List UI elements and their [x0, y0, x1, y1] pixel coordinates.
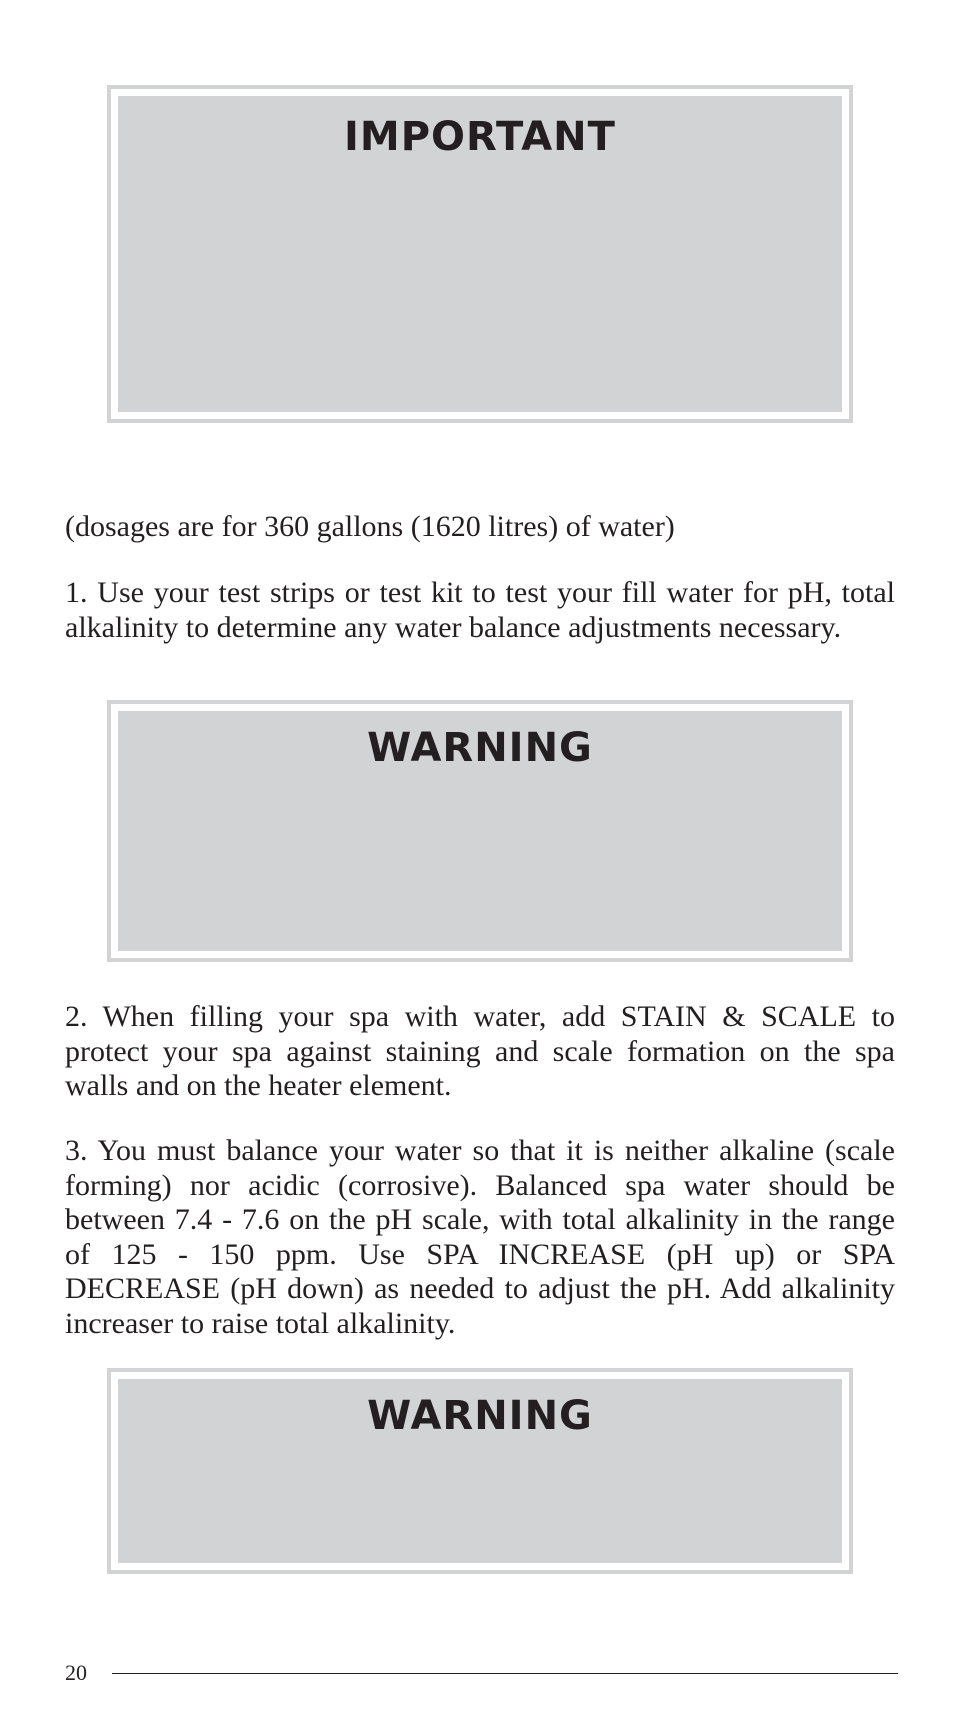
important-box-panel — [116, 94, 844, 414]
important-box — [107, 85, 853, 423]
warning-box-2-panel — [116, 1377, 844, 1565]
dosage-note: (dosages are for 360 gallons (1620 litres) of water) — [65, 510, 675, 543]
warning-heading-2: WARNING — [367, 1393, 593, 1439]
step-3-text: 3. You must balance your water so that it is neither alkaline (scale forming) nor acidic (corrosive). Balanced spa water should be between 7.4 - 7.6 on the pH scale, with total alkalinity in the range of 125 - 150 ppm. Use SPA INCREASE (pH up) or SPA DECREASE (pH down) as needed to adjust the pH. Add alkalinity increaser to raise total alkalinity. — [65, 1134, 895, 1340]
footer-rule — [112, 1673, 898, 1674]
page-number: 20 — [65, 1660, 87, 1685]
important-heading: IMPORTANT — [344, 114, 616, 160]
warning-box-1-panel — [116, 709, 844, 953]
step-2-text: 2. When filling your spa with water, add STAIN & SCALE to protect your spa against staining and scale formation on the spa walls and on the heater element. — [65, 1000, 895, 1102]
warning-box-1 — [107, 700, 853, 962]
warning-heading-1: WARNING — [367, 725, 593, 771]
warning-box-2 — [107, 1368, 853, 1574]
step-1-text: 1. Use your test strips or test kit to test your fill water for pH, total alkalinity to determine any water balance adjustments necessary. — [65, 576, 895, 644]
